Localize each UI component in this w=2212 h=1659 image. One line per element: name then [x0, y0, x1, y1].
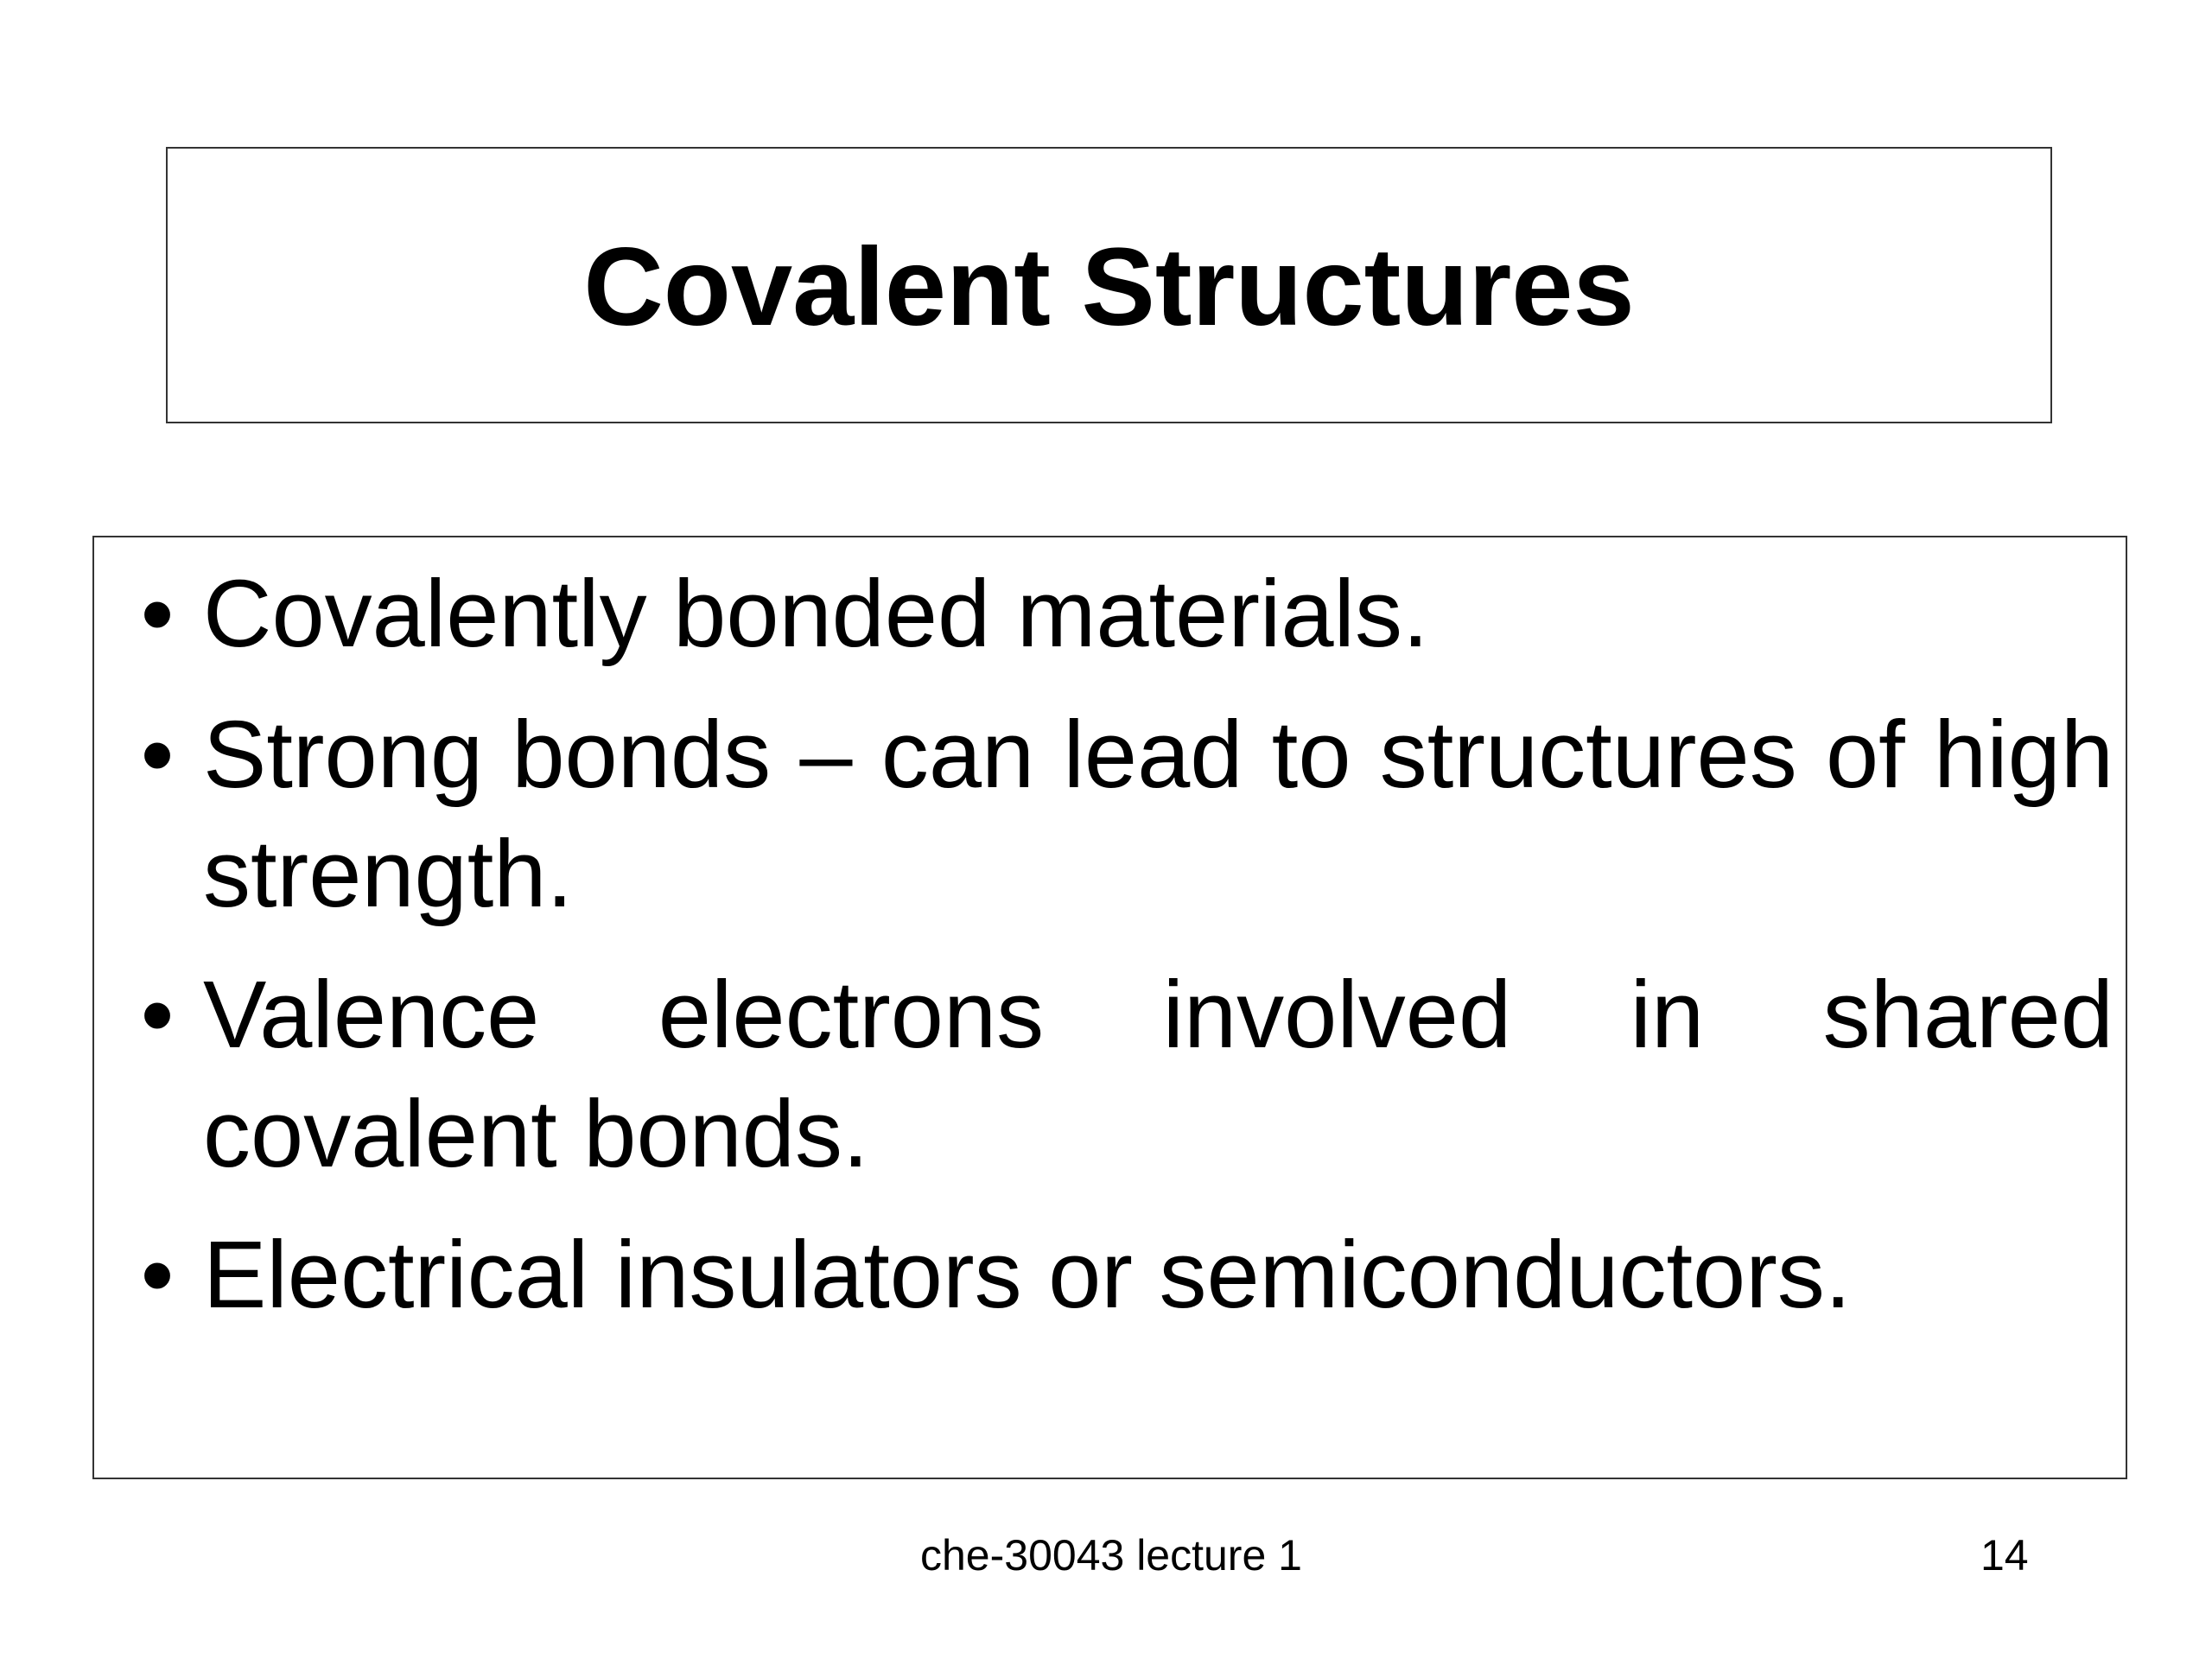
list-item: [111, 956, 2113, 1194]
list-item: [111, 555, 2113, 674]
bullet-text: Strong bonds – can lead to structures of high strength.: [203, 702, 2113, 927]
slide-title: Covalent Structures: [583, 226, 1635, 349]
page-number: 14: [1980, 1531, 2029, 1580]
bullet-text: Covalently bonded materials.: [203, 561, 1429, 667]
bullet-text: Valence electrons involved in shared covalent bonds.: [203, 962, 2113, 1187]
footer-course-label: che-30043 lecture 1: [920, 1531, 1302, 1580]
bullet-text: Electrical insulators or semiconductors.: [203, 1222, 1852, 1328]
bullet-icon: •: [140, 1222, 175, 1328]
list-item: [111, 696, 2113, 934]
bullet-list: [111, 555, 2113, 1357]
bullet-icon: •: [140, 702, 175, 808]
list-item: [111, 1216, 2113, 1335]
title-box: [166, 147, 2052, 423]
content-box: [92, 536, 2127, 1479]
bullet-icon: •: [140, 962, 175, 1068]
bullet-icon: •: [140, 561, 175, 667]
